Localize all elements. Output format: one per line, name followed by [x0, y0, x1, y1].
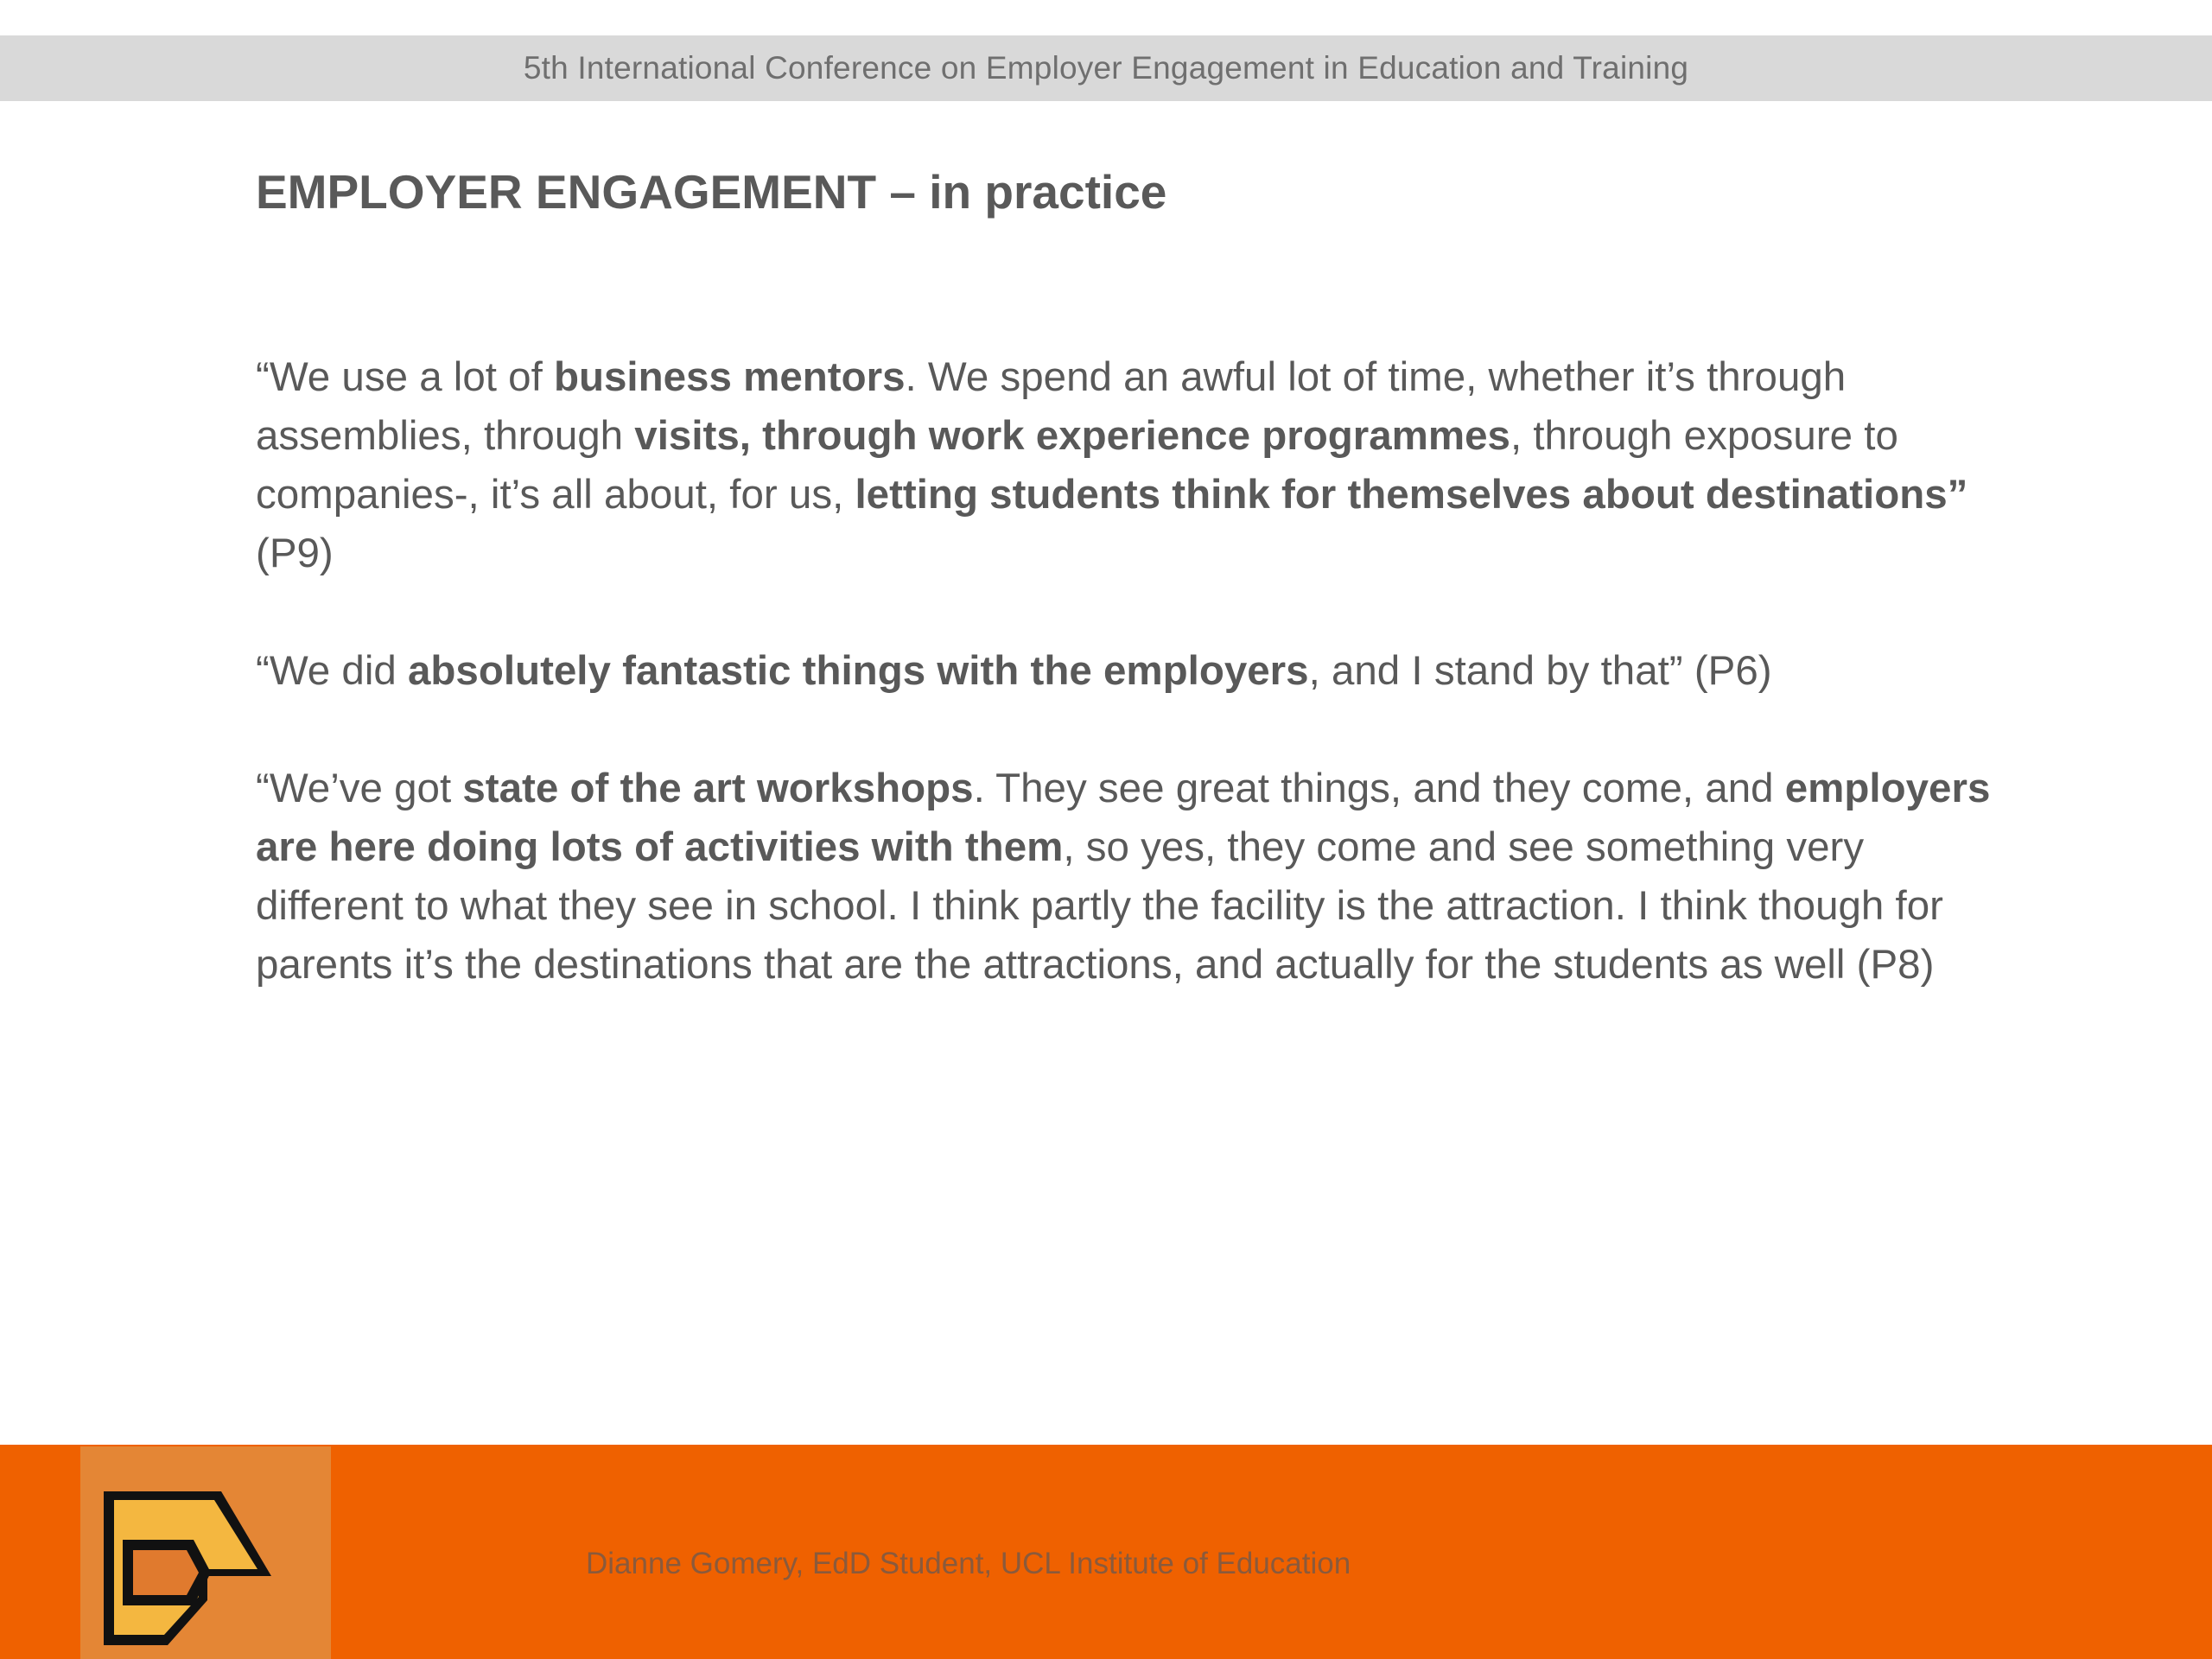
quote-p9-bold-1: business mentors [553, 354, 906, 400]
quote-p8-bold-1: state of the art workshops [462, 766, 974, 811]
quote-p9-text-2: . We spend an awful lot of time, whether it’s through assemblies, through [256, 354, 1847, 459]
quote-p8-text-2: . They see great things, and they come, and [973, 766, 1785, 811]
quote-p9-text-3: , through exposure to companies-, it’s all about, for us, [256, 413, 1898, 518]
quote-p6 [256, 642, 2018, 701]
quote-p8-bold-2: employers are here doing lots of activities with them [256, 766, 1991, 870]
quotes-body [256, 348, 2018, 1053]
institution-logo-icon [102, 1483, 275, 1649]
quote-p6-bold-1: absolutely fantastic things with the employers [408, 648, 1309, 694]
quote-p9-text-1: “We use a lot of [256, 354, 554, 400]
quote-p6-text-1: “We did [256, 648, 408, 694]
quote-p9-bold-3: letting students think for themselves about destinations” [855, 472, 1968, 518]
conference-banner [0, 35, 2212, 101]
logo-panel [80, 1446, 331, 1659]
author-credit: Dianne Gomery, EdD Student, UCL Institute of Education [586, 1547, 1351, 1580]
quote-p9-bold-2: visits, through work experience programmes [634, 413, 1510, 459]
quote-p8-text-1: “We’ve got [256, 766, 463, 811]
quote-p9 [256, 348, 2018, 583]
quote-p8 [256, 760, 2018, 995]
quote-p8-text-3: , so yes, they come and see something very different to what they see in school. I think partly the facility is the attraction. I think though for parents it’s the destinations that are the attractions, and actually for the students as well (P8) [256, 824, 1943, 988]
quote-p9-text-4: (P9) [256, 531, 334, 576]
footer-bar [0, 1445, 2212, 1659]
conference-name: 5th International Conference on Employer Engagement in Education and Training [523, 50, 1689, 86]
slide-title: EMPLOYER ENGAGEMENT – in practice [256, 165, 1167, 219]
quote-p6-text-2: , and I stand by that” (P6) [1308, 648, 1772, 694]
